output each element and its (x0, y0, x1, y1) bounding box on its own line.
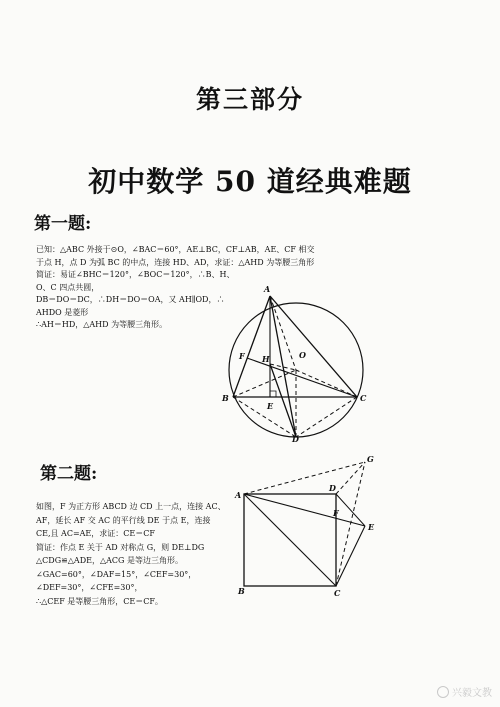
point-label-C: C (360, 393, 367, 403)
point-label-E: E (267, 401, 274, 411)
q1-line: 已知：△ABC 外接于⊙O，∠BAC＝60°，AE⊥BC，CF⊥AB，AE、CF 相交 (36, 245, 315, 254)
square-geometry-diagram (232, 452, 382, 602)
q1-line: 简证：易证∠BHC＝120°，∠BOC＝120°，∴B、H、 (36, 270, 235, 279)
q1-line: AHDO 是菱形 (36, 307, 89, 317)
watermark-text: 兴毅文教 (452, 688, 492, 699)
question-2-figure (232, 452, 382, 602)
point-label-C: C (334, 588, 341, 598)
question-1-figure (215, 280, 380, 445)
question-2-heading: 第二题: (40, 464, 98, 484)
q1-line: 于点 H，点 D 为弧 BC 的中点，连接 HD、AD，求证：△AHD 为等腰三角形 (36, 257, 315, 267)
q2-line: AF，延长 AF 交 AC 的平行线 DE 于点 E，连接 (36, 515, 211, 525)
question-1-heading: 第一题: (34, 214, 92, 234)
point-label-O: O (299, 350, 306, 360)
point-label-F: F (333, 508, 339, 518)
main-title: 初中数学 50 道经典难题 (88, 165, 412, 198)
point-label-H: H (262, 354, 270, 364)
q2-line: ∴△CEF 是等腰三角形，CE＝CF。 (36, 596, 163, 606)
point-label-B: B (238, 586, 245, 596)
q2-line: 如图，F 为正方形 ABCD 边 CD 上一点，连接 AC、 (36, 502, 226, 511)
circle-geometry-diagram (215, 280, 380, 445)
point-label-A: A (235, 490, 242, 500)
point-label-B: B (222, 393, 229, 403)
point-label-F: F (239, 351, 245, 361)
q2-line: ∠GAC=60°，∠DAF=15°，∠CEF=30°， (36, 569, 197, 579)
point-label-E: E (368, 522, 375, 532)
q1-line: ∴AH＝HD，△AHD 为等腰三角形。 (36, 320, 168, 329)
question-2-text (36, 500, 226, 608)
q1-line: O、C 四点共圆， (36, 282, 100, 292)
point-label-A: A (264, 284, 271, 294)
watermark (437, 684, 492, 699)
q2-line: 简证：作点 E 关于 AD 对称点 G，则 DE⊥DG (36, 542, 205, 552)
q2-line: ∠DEF=30°，∠CFE=30°， (36, 583, 143, 592)
q2-line: △CDG≌△ADE，△ACG 是等边三角形。 (36, 556, 183, 565)
watermark-logo-icon (437, 686, 449, 698)
q2-line: CE,且 AC=AE，求证：CE＝CF (36, 529, 155, 538)
q1-line: DB＝DO＝DC，∴DH＝DO＝OA，又 AH∥OD，∴ (36, 295, 225, 304)
point-label-G: G (367, 454, 374, 464)
point-label-D: D (329, 483, 336, 493)
point-label-D: D (292, 434, 299, 444)
part-title: 第三部分 (195, 85, 304, 114)
